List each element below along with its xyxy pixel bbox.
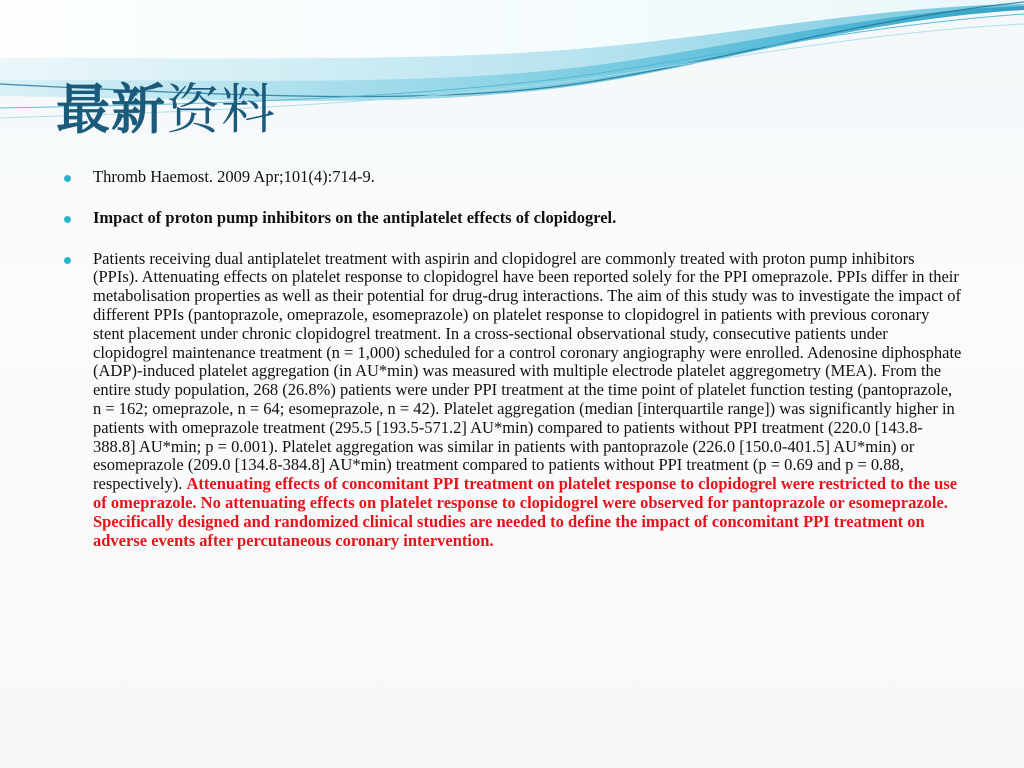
citation-text: Thromb Haemost. 2009 Apr;101(4):714-9.	[93, 167, 375, 186]
article-title-text: Impact of proton pump inhibitors on the antiplatelet effects of clopidogrel.	[93, 207, 617, 227]
slide-title-light-part: 资料	[166, 78, 276, 141]
slide-title-bold-part: 最新	[56, 78, 166, 141]
bullet-icon	[64, 257, 71, 264]
abstract-body-text: Patients receiving dual antiplatelet treatment with aspirin and clopidogrel are commonly treated with proton pump inhibitors (PPIs). Attenuating effects on platelet response to clopidogrel have been reported solely for the PPI omeprazole. PPIs differ in their metabolisation properties as well as their potential for drug-drug interactions. The aim of this study was to investigate the impact of different PPIs (pantoprazole, omeprazole, esomeprazole) on platelet response to clopidogrel in patients with previous coronary stent placement under chronic clopidogrel treatment. In a cross-sectional observational study, consecutive patients under clopidogrel maintenance treatment (n = 1,000) scheduled for a control coronary angiography were enrolled. Adenosine diphosphate (ADP)-induced platelet aggregation (in AU*min) was measured with multiple electrode platelet aggregometry (MEA). From the entire study population, 268 (26.8%) patients were under PPI treatment at the time point of platelet function testing (pantoprazole, n = 162; omeprazole, n = 64; esomeprazole, n = 42). Platelet aggregation (median [interquartile range]) was significantly higher in patients with omeprazole treatment (295.5 [193.5-571.2] AU*min) compared to patients without PPI treatment (220.0 [143.8-388.8] AU*min; p = 0.001). Platelet aggregation was similar in patients with pantoprazole (226.0 [150.0-401.5] AU*min) or esomeprazole (209.0 [134.8-384.8] AU*min) treatment compared to patients without PPI treatment (p = 0.69 and p = 0.88, respectively).	[93, 248, 962, 494]
bullet-item-article-title	[64, 209, 964, 228]
abstract-conclusion-text: Attenuating effects of concomitant PPI treatment on platelet response to clopidogrel were restricted to the use of omeprazole. No attenuating effects on platelet response to clopidogrel were observed for pantoprazole or esomeprazole. Specifically designed and randomized clinical studies are needed to define the impact of concomitant PPI treatment on adverse events after percutaneous coronary intervention.	[93, 474, 958, 550]
bullet-list	[64, 168, 964, 550]
bullet-item-abstract	[64, 250, 964, 551]
bullet-icon	[64, 216, 71, 223]
bullet-item-citation	[64, 168, 964, 187]
slide-title	[56, 70, 276, 150]
bullet-icon	[64, 175, 71, 182]
